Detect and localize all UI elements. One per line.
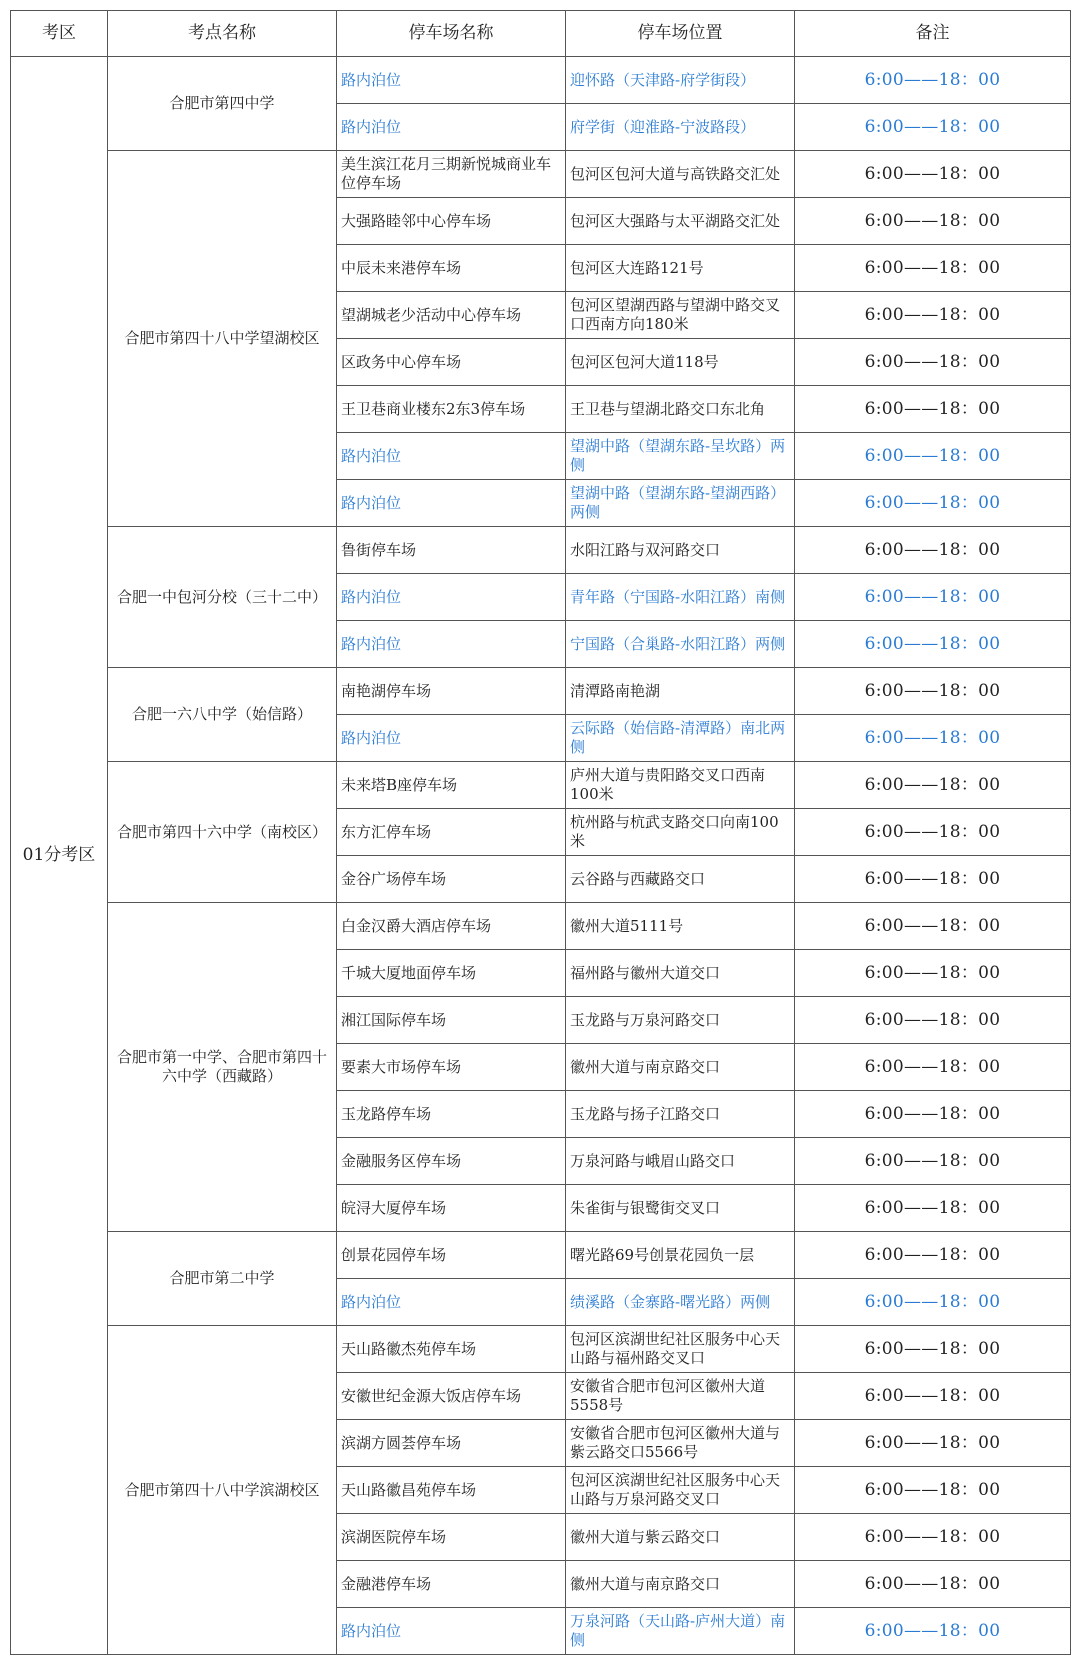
note-cell: 6:00——18：00 xyxy=(795,245,1071,292)
note-cell: 6:00——18：00 xyxy=(795,1044,1071,1091)
parking-location-cell: 包河区滨湖世纪社区服务中心天山路与万泉河路交叉口 xyxy=(566,1467,795,1514)
note-cell: 6:00——18：00 xyxy=(795,1608,1071,1655)
school-name-cell: 合肥市第四十六中学（南校区） xyxy=(108,762,337,903)
parking-location-cell: 包河区滨湖世纪社区服务中心天山路与福州路交叉口 xyxy=(566,1326,795,1373)
parking-location-cell: 府学街（迎淮路-宁波路段） xyxy=(566,104,795,151)
parking-location-cell: 清潭路南艳湖 xyxy=(566,668,795,715)
parking-lot-name-cell: 要素大市场停车场 xyxy=(337,1044,566,1091)
parking-lot-name-cell: 滨湖方圆荟停车场 xyxy=(337,1420,566,1467)
parking-lot-name-cell: 金融港停车场 xyxy=(337,1561,566,1608)
parking-lot-name-cell: 路内泊位 xyxy=(337,1608,566,1655)
parking-location-cell: 朱雀街与银鹭街交叉口 xyxy=(566,1185,795,1232)
note-cell: 6:00——18：00 xyxy=(795,1514,1071,1561)
table-row xyxy=(11,903,1071,950)
parking-location-cell: 安徽省合肥市包河区徽州大道5558号 xyxy=(566,1373,795,1420)
parking-lot-name-cell: 湘江国际停车场 xyxy=(337,997,566,1044)
school-name-cell: 合肥市第二中学 xyxy=(108,1232,337,1326)
note-cell: 6:00——18：00 xyxy=(795,715,1071,762)
header-parking-lot: 停车场名称 xyxy=(337,11,566,57)
note-cell: 6:00——18：00 xyxy=(795,1326,1071,1373)
note-cell: 6:00——18：00 xyxy=(795,668,1071,715)
header-note: 备注 xyxy=(795,11,1071,57)
note-cell: 6:00——18：00 xyxy=(795,1279,1071,1326)
note-cell: 6:00——18：00 xyxy=(795,1467,1071,1514)
zone-cell: 01分考区 xyxy=(11,57,108,1655)
parking-lot-name-cell: 天山路徽昌苑停车场 xyxy=(337,1467,566,1514)
note-cell: 6:00——18：00 xyxy=(795,339,1071,386)
note-cell: 6:00——18：00 xyxy=(795,292,1071,339)
parking-location-cell: 云谷路与西藏路交口 xyxy=(566,856,795,903)
table-body xyxy=(11,57,1071,1655)
table-row xyxy=(11,762,1071,809)
table-row xyxy=(11,1232,1071,1279)
parking-lot-name-cell: 美生滨江花月三期新悦城商业车位停车场 xyxy=(337,151,566,198)
parking-lot-name-cell: 路内泊位 xyxy=(337,621,566,668)
note-cell: 6:00——18：00 xyxy=(795,151,1071,198)
parking-lot-name-cell: 金融服务区停车场 xyxy=(337,1138,566,1185)
parking-lot-name-cell: 路内泊位 xyxy=(337,1279,566,1326)
parking-table xyxy=(10,10,1071,1655)
parking-location-cell: 包河区大连路121号 xyxy=(566,245,795,292)
parking-lot-name-cell: 王卫巷商业楼东2东3停车场 xyxy=(337,386,566,433)
school-name-cell: 合肥市第四十八中学望湖校区 xyxy=(108,151,337,527)
parking-lot-name-cell: 路内泊位 xyxy=(337,57,566,104)
note-cell: 6:00——18：00 xyxy=(795,1232,1071,1279)
note-cell: 6:00——18：00 xyxy=(795,856,1071,903)
table-row xyxy=(11,668,1071,715)
parking-table-sheet xyxy=(10,10,1071,1655)
school-name-cell: 合肥一六八中学（始信路） xyxy=(108,668,337,762)
school-name-cell: 合肥市第一中学、合肥市第四十六中学（西藏路） xyxy=(108,903,337,1232)
note-cell: 6:00——18：00 xyxy=(795,1185,1071,1232)
parking-location-cell: 曙光路69号创景花园负一层 xyxy=(566,1232,795,1279)
table-row xyxy=(11,151,1071,198)
parking-lot-name-cell: 未来塔B座停车场 xyxy=(337,762,566,809)
parking-location-cell: 包河区包河大道118号 xyxy=(566,339,795,386)
parking-location-cell: 徽州大道与南京路交口 xyxy=(566,1044,795,1091)
parking-location-cell: 徽州大道与南京路交口 xyxy=(566,1561,795,1608)
parking-lot-name-cell: 大强路睦邻中心停车场 xyxy=(337,198,566,245)
parking-location-cell: 杭州路与杭武支路交口向南100米 xyxy=(566,809,795,856)
parking-lot-name-cell: 望湖城老少活动中心停车场 xyxy=(337,292,566,339)
parking-lot-name-cell: 南艳湖停车场 xyxy=(337,668,566,715)
parking-lot-name-cell: 鲁街停车场 xyxy=(337,527,566,574)
note-cell: 6:00——18：00 xyxy=(795,198,1071,245)
parking-lot-name-cell: 滨湖医院停车场 xyxy=(337,1514,566,1561)
note-cell: 6:00——18：00 xyxy=(795,104,1071,151)
school-name-cell: 合肥市第四十八中学滨湖校区 xyxy=(108,1326,337,1655)
parking-location-cell: 万泉河路（天山路-庐州大道）南侧 xyxy=(566,1608,795,1655)
note-cell: 6:00——18：00 xyxy=(795,950,1071,997)
header-parking-location: 停车场位置 xyxy=(566,11,795,57)
parking-location-cell: 迎怀路（天津路-府学街段） xyxy=(566,57,795,104)
parking-location-cell: 徽州大道5111号 xyxy=(566,903,795,950)
table-row xyxy=(11,527,1071,574)
parking-lot-name-cell: 路内泊位 xyxy=(337,104,566,151)
parking-lot-name-cell: 路内泊位 xyxy=(337,433,566,480)
note-cell: 6:00——18：00 xyxy=(795,997,1071,1044)
note-cell: 6:00——18：00 xyxy=(795,1420,1071,1467)
parking-location-cell: 绩溪路（金寨路-曙光路）两侧 xyxy=(566,1279,795,1326)
parking-lot-name-cell: 区政务中心停车场 xyxy=(337,339,566,386)
parking-lot-name-cell: 中辰未来港停车场 xyxy=(337,245,566,292)
parking-lot-name-cell: 路内泊位 xyxy=(337,574,566,621)
parking-location-cell: 青年路（宁国路-水阳江路）南侧 xyxy=(566,574,795,621)
note-cell: 6:00——18：00 xyxy=(795,386,1071,433)
note-cell: 6:00——18：00 xyxy=(795,1138,1071,1185)
note-cell: 6:00——18：00 xyxy=(795,57,1071,104)
parking-location-cell: 包河区包河大道与高铁路交汇处 xyxy=(566,151,795,198)
parking-lot-name-cell: 安徽世纪金源大饭店停车场 xyxy=(337,1373,566,1420)
parking-location-cell: 福州路与徽州大道交口 xyxy=(566,950,795,997)
note-cell: 6:00——18：00 xyxy=(795,762,1071,809)
note-cell: 6:00——18：00 xyxy=(795,1561,1071,1608)
parking-location-cell: 望湖中路（望湖东路-呈坎路）两侧 xyxy=(566,433,795,480)
school-name-cell: 合肥一中包河分校（三十二中） xyxy=(108,527,337,668)
parking-location-cell: 安徽省合肥市包河区徽州大道与紫云路交口5566号 xyxy=(566,1420,795,1467)
parking-location-cell: 庐州大道与贵阳路交叉口西南100米 xyxy=(566,762,795,809)
school-name-cell: 合肥市第四中学 xyxy=(108,57,337,151)
parking-lot-name-cell: 白金汉爵大酒店停车场 xyxy=(337,903,566,950)
header-zone: 考区 xyxy=(11,11,108,57)
note-cell: 6:00——18：00 xyxy=(795,1373,1071,1420)
parking-location-cell: 包河区望湖西路与望湖中路交叉口西南方向180米 xyxy=(566,292,795,339)
parking-lot-name-cell: 创景花园停车场 xyxy=(337,1232,566,1279)
parking-location-cell: 徽州大道与紫云路交口 xyxy=(566,1514,795,1561)
parking-lot-name-cell: 千城大厦地面停车场 xyxy=(337,950,566,997)
note-cell: 6:00——18：00 xyxy=(795,809,1071,856)
parking-lot-name-cell: 皖浔大厦停车场 xyxy=(337,1185,566,1232)
parking-location-cell: 玉龙路与万泉河路交口 xyxy=(566,997,795,1044)
parking-location-cell: 水阳江路与双河路交口 xyxy=(566,527,795,574)
table-row xyxy=(11,57,1071,104)
parking-lot-name-cell: 玉龙路停车场 xyxy=(337,1091,566,1138)
parking-lot-name-cell: 路内泊位 xyxy=(337,715,566,762)
parking-location-cell: 包河区大强路与太平湖路交汇处 xyxy=(566,198,795,245)
table-header-row xyxy=(11,11,1071,57)
parking-location-cell: 云际路（始信路-清潭路）南北两侧 xyxy=(566,715,795,762)
parking-lot-name-cell: 天山路徽杰苑停车场 xyxy=(337,1326,566,1373)
parking-location-cell: 玉龙路与扬子江路交口 xyxy=(566,1091,795,1138)
parking-lot-name-cell: 金谷广场停车场 xyxy=(337,856,566,903)
note-cell: 6:00——18：00 xyxy=(795,621,1071,668)
note-cell: 6:00——18：00 xyxy=(795,433,1071,480)
parking-location-cell: 万泉河路与峨眉山路交口 xyxy=(566,1138,795,1185)
header-school: 考点名称 xyxy=(108,11,337,57)
parking-location-cell: 宁国路（合巢路-水阳江路）两侧 xyxy=(566,621,795,668)
note-cell: 6:00——18：00 xyxy=(795,574,1071,621)
parking-location-cell: 望湖中路（望湖东路-望湖西路）两侧 xyxy=(566,480,795,527)
note-cell: 6:00——18：00 xyxy=(795,903,1071,950)
parking-location-cell: 王卫巷与望湖北路交口东北角 xyxy=(566,386,795,433)
parking-lot-name-cell: 东方汇停车场 xyxy=(337,809,566,856)
table-row xyxy=(11,1326,1071,1373)
parking-lot-name-cell: 路内泊位 xyxy=(337,480,566,527)
note-cell: 6:00——18：00 xyxy=(795,480,1071,527)
note-cell: 6:00——18：00 xyxy=(795,527,1071,574)
note-cell: 6:00——18：00 xyxy=(795,1091,1071,1138)
